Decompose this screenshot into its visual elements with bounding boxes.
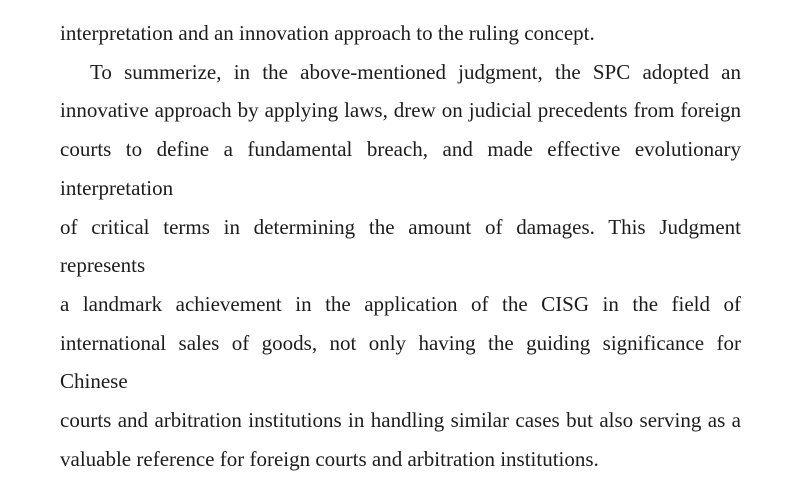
text-line: valuable reference for foreign courts and arbitration institutions. xyxy=(60,446,599,471)
text-line: courts to define a fundamental breach, and made effective evolutionary interpretation xyxy=(60,137,741,200)
text-line: innovative approach by applying laws, drew on judicial precedents from foreign xyxy=(60,98,741,123)
text-line: a landmark achievement in the application of the CISG in the field of xyxy=(60,291,741,316)
text-line: of critical terms in determining the amount of damages. This Judgment represents xyxy=(60,214,741,278)
text-line: international sales of goods, not only having the guiding significance for Chinese xyxy=(60,330,741,394)
text-line: courts and arbitration institutions in handling similar cases but also serving as a xyxy=(60,408,741,433)
text-block xyxy=(60,14,741,478)
text-line: To summerize, in the above-mentioned judgment, the SPC adopted an xyxy=(90,59,741,84)
text-line: interpretation and an innovation approach to the ruling concept. xyxy=(60,21,595,45)
